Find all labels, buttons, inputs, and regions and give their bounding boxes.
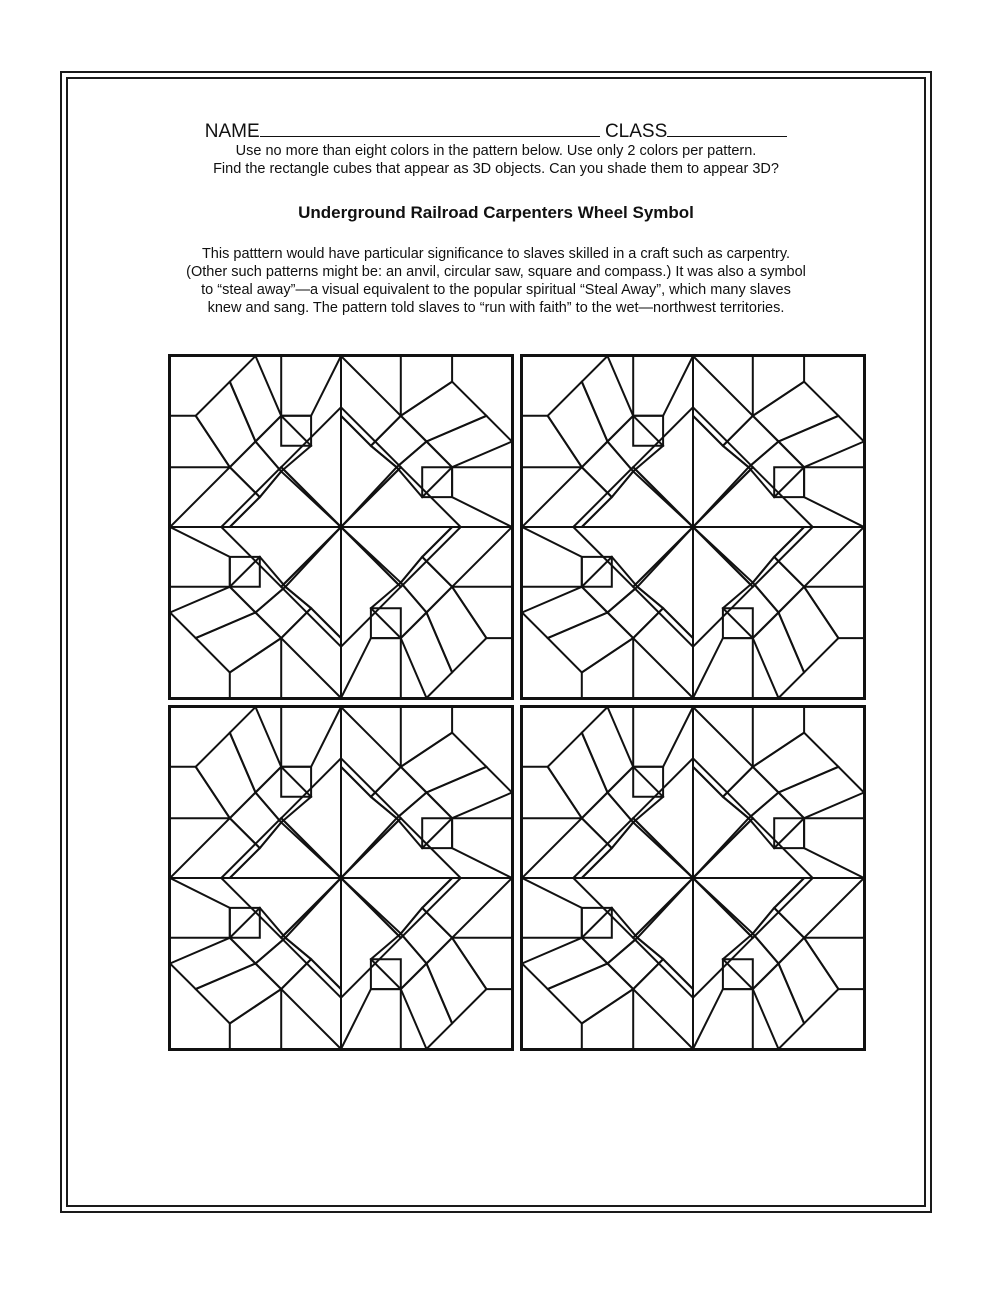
name-blank xyxy=(260,118,600,137)
quilt-piece xyxy=(230,557,286,613)
quilt-piece xyxy=(230,989,281,1049)
quilt-piece xyxy=(548,733,608,819)
quilt-piece xyxy=(230,471,341,527)
quilt-piece xyxy=(804,818,864,878)
quilt-piece xyxy=(281,959,341,1049)
quilt-piece xyxy=(633,959,693,1049)
quilt-piece xyxy=(753,382,839,442)
quilt-piece xyxy=(341,707,401,797)
quilt-piece xyxy=(285,878,341,989)
quilt-piece xyxy=(452,818,512,878)
quilt-piece xyxy=(256,587,312,638)
quilt-piece xyxy=(341,638,401,698)
quilt-piece xyxy=(548,964,634,1024)
quilt-piece xyxy=(371,934,427,990)
quilt-piece xyxy=(637,878,693,989)
description-paragraph xyxy=(66,245,926,317)
quilt-piece xyxy=(774,527,864,587)
quilt-piece xyxy=(633,356,693,416)
quilt-piece xyxy=(452,467,512,527)
quilt-piece xyxy=(753,908,804,964)
quilt-piece xyxy=(608,767,664,823)
quilt-piece xyxy=(196,733,256,819)
quilt-piece xyxy=(522,527,582,587)
quilt-piece xyxy=(422,878,512,938)
quilt-piece xyxy=(170,878,230,938)
quilt-piece xyxy=(693,416,749,527)
quilt-piece xyxy=(582,989,633,1049)
paragraph-line: (Other such patterns might be: an anvil, circular saw, square and compass.) It was also a symbol xyxy=(186,264,806,280)
class-label: CLASS xyxy=(604,121,668,142)
quilt-block-bottom-right xyxy=(520,705,866,1051)
paragraph-line: knew and sang. The pattern told slaves to “run with faith” to the wet—northwest territories. xyxy=(207,300,785,316)
quilt-piece xyxy=(371,583,427,639)
quilt-piece xyxy=(693,767,749,878)
quilt-piece xyxy=(401,382,487,442)
quilt-piece xyxy=(582,638,633,698)
quilt-piece xyxy=(281,608,341,698)
quilt-piece xyxy=(753,557,804,613)
quilt-piece xyxy=(281,707,341,767)
quilt-piece xyxy=(582,471,693,527)
quilt-piece xyxy=(341,416,397,527)
quilt-piece xyxy=(804,938,864,989)
paragraph-line: to “steal away”—a visual equivalent to the popular spiritual “Steal Away”, which many slaves xyxy=(201,282,791,298)
quilt-piece xyxy=(608,938,664,989)
quilt-piece xyxy=(341,767,397,878)
quilt-piece xyxy=(693,878,804,934)
wheel-pattern xyxy=(522,356,864,698)
quilt-piece xyxy=(341,527,452,583)
name-label: NAME xyxy=(204,121,260,142)
quilt-piece xyxy=(170,467,260,527)
quilt-piece xyxy=(582,442,633,498)
quilt-piece xyxy=(256,938,312,989)
quilt-piece xyxy=(452,938,512,989)
quilt-piece xyxy=(633,608,693,698)
name-class-line xyxy=(66,118,926,143)
quilt-piece xyxy=(637,527,693,638)
quilt-piece xyxy=(779,938,839,1024)
quilt-piece xyxy=(723,934,779,990)
quilt-piece xyxy=(522,818,612,878)
quilt-piece xyxy=(749,793,805,849)
quilt-piece xyxy=(693,638,753,698)
quilt-piece xyxy=(341,356,401,446)
quilt-piece xyxy=(723,583,779,639)
quilt-piece xyxy=(522,467,612,527)
quilt-piece xyxy=(170,416,230,467)
quilt-piece xyxy=(401,356,452,416)
quilt-block-top-right xyxy=(520,354,866,700)
quilt-piece xyxy=(548,382,608,468)
class-blank xyxy=(667,118,787,137)
instruction-line-1: Use no more than eight colors in the pattern below. Use only 2 colors per pattern. xyxy=(235,143,757,159)
quilt-piece xyxy=(341,878,452,934)
quilt-piece xyxy=(196,382,256,468)
quilt-block-bottom-left xyxy=(168,705,514,1051)
quilt-piece xyxy=(804,467,864,527)
quilt-piece xyxy=(522,416,582,467)
quilt-piece xyxy=(256,416,312,472)
quilt-piece xyxy=(230,638,281,698)
quilt-piece xyxy=(170,767,230,818)
quilt-piece xyxy=(582,793,633,849)
quilt-piece xyxy=(401,707,452,767)
quilt-piece xyxy=(170,818,260,878)
quilt-piece xyxy=(285,527,341,638)
page-title: Underground Railroad Carpenters Wheel Symbol xyxy=(298,203,694,222)
instruction-line-2: Find the rectangle cubes that appear as 3D objects. Can you shade them to appear 3D? xyxy=(213,161,779,177)
quilt-piece xyxy=(230,908,286,964)
wheel-pattern xyxy=(170,707,512,1049)
quilt-piece xyxy=(693,527,804,583)
quilt-piece xyxy=(196,964,282,1024)
quilt-piece xyxy=(452,587,512,638)
quilt-piece xyxy=(582,557,638,613)
quilt-piece xyxy=(256,767,312,823)
quilt-piece xyxy=(427,938,487,1024)
quilt-piece xyxy=(397,793,453,849)
quilt-piece xyxy=(693,989,753,1049)
wheel-pattern xyxy=(170,356,512,698)
quilt-piece xyxy=(401,557,452,613)
quilt-piece xyxy=(401,908,452,964)
quilt-piece xyxy=(774,878,864,938)
quilt-piece xyxy=(753,356,804,416)
quilt-piece xyxy=(753,707,804,767)
quilt-piece xyxy=(693,707,753,797)
quilt-piece xyxy=(522,767,582,818)
quilt-piece xyxy=(401,733,487,793)
quilt-piece xyxy=(397,442,453,498)
quilt-piece xyxy=(804,587,864,638)
quilt-piece xyxy=(749,442,805,498)
paragraph-line: This patttern would have particular significance to slaves skilled in a craft such as carpentry. xyxy=(201,246,791,262)
quilt-block-top-left xyxy=(168,354,514,700)
quilt-piece xyxy=(548,613,634,673)
quilt-piece xyxy=(170,527,230,587)
quilt-piece xyxy=(230,793,281,849)
quilt-piece xyxy=(582,822,693,878)
quilt-piece xyxy=(371,416,427,467)
quilt-piece xyxy=(693,356,753,446)
quilt-piece xyxy=(196,613,282,673)
quilt-piece xyxy=(281,356,341,416)
quilt-piece xyxy=(608,587,664,638)
quilt-piece xyxy=(371,767,427,818)
quilt-piece xyxy=(522,878,582,938)
quilt-piece xyxy=(341,989,401,1049)
quilt-piece xyxy=(230,442,281,498)
quilt-piece xyxy=(723,767,779,818)
quilt-piece xyxy=(779,587,839,673)
quilt-piece xyxy=(427,587,487,673)
quilt-piece xyxy=(753,733,839,793)
quilt-piece xyxy=(422,527,512,587)
quilt-piece xyxy=(608,416,664,472)
quilt-piece xyxy=(582,908,638,964)
wheel-pattern xyxy=(522,707,864,1049)
quilt-piece xyxy=(633,707,693,767)
quilt-piece xyxy=(723,416,779,467)
quilt-piece xyxy=(230,822,341,878)
